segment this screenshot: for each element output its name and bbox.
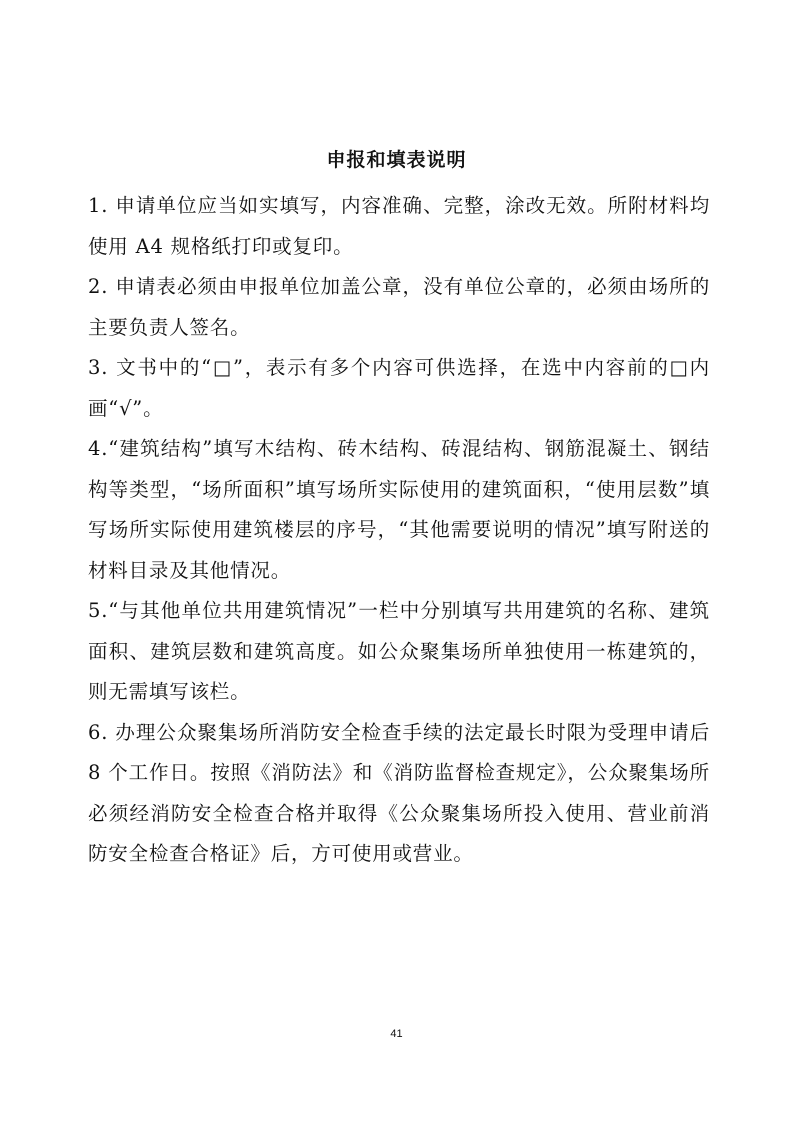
instruction-item-3: 3. 文书中的“□”，表示有多个内容可供选择，在选中内容前的□内画“√”。 — [88, 356, 710, 420]
instruction-item-4: 4.“建筑结构”填写木结构、砖木结构、砖混结构、钢筋混凝土、钢结构等类型，“场所面积”填写场所实际使用的建筑面积，“使用层数”填写场所实际使用建筑楼层的序号，“其他需要说明的情况”填写附送的材料目录及其他情况。 — [88, 437, 710, 582]
page-number: 41 — [390, 1028, 403, 1040]
instructions-list — [88, 186, 710, 875]
instruction-item-6: 6. 办理公众聚集场所消防安全检查手续的法定最长时限为受理申请后 8 个工作日。按照《消防法》和《消防监督检查规定》，公众聚集场所必须经消防安全检查合格并取得《公众聚集场所投入使用、营业前消防安全检查合格证》后，方可使用或营业。 — [88, 720, 710, 865]
instruction-item-2: 2. 申请表必须由申报单位加盖公章，没有单位公章的，必须由场所的主要负责人签名。 — [88, 275, 710, 339]
instruction-item-1: 1. 申请单位应当如实填写，内容准确、完整，涂改无效。所附材料均使用 A4 规格纸打印或复印。 — [88, 194, 710, 258]
instruction-item-5: 5.“与其他单位共用建筑情况”一栏中分别填写共用建筑的名称、建筑面积、建筑层数和建筑高度。如公众聚集场所单独使用一栋建筑的，则无需填写该栏。 — [88, 599, 710, 703]
page-title: 申报和填表说明 — [326, 149, 467, 171]
